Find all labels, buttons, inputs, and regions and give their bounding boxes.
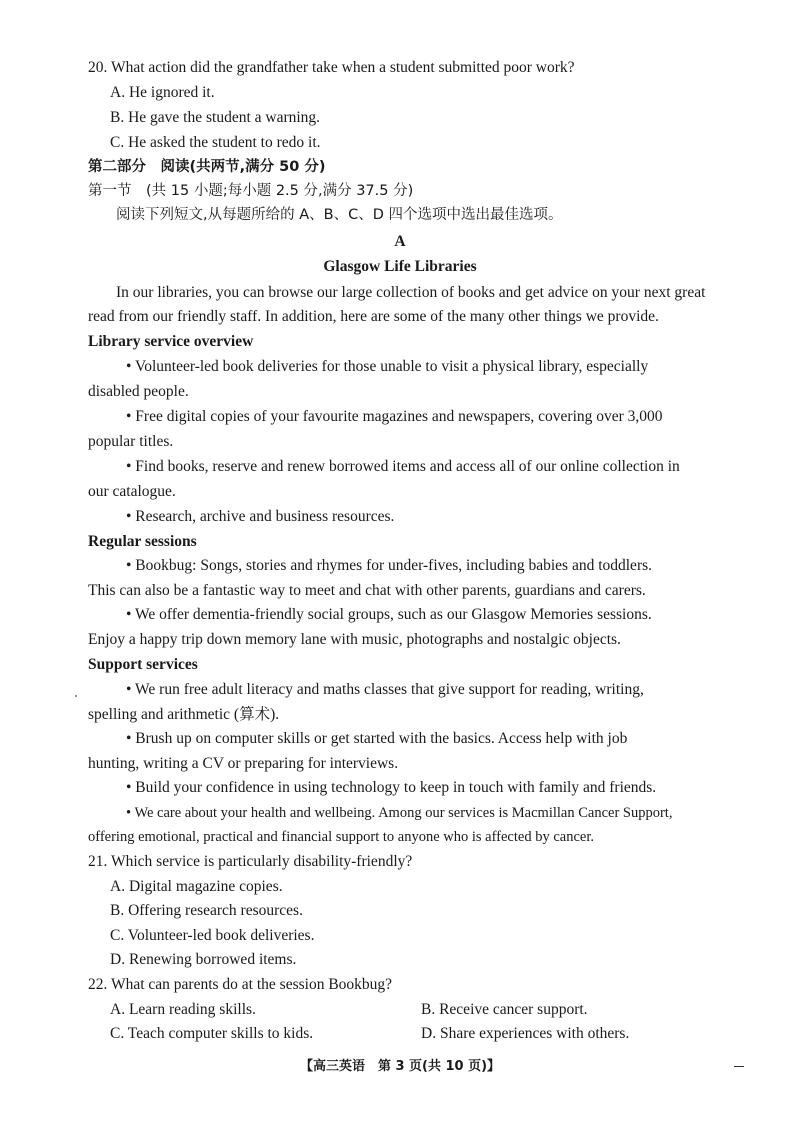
support-item-1-cont: spelling and arithmetic (算术). bbox=[88, 706, 280, 723]
part2-title: 第二部分 阅读(共两节,满分 50 分) bbox=[88, 159, 326, 175]
q21-option-a: A. Digital magazine copies. bbox=[110, 878, 283, 895]
overview-item-1-cont: disabled people. bbox=[88, 383, 189, 400]
support-item-2: • Brush up on computer skills or get started with the basics. Access help with job bbox=[126, 730, 628, 747]
heading-library-service-overview: Library service overview bbox=[88, 333, 254, 350]
q20-stem: 20. What action did the grandfather take when a student submitted poor work? bbox=[88, 59, 575, 76]
regular-item-2-cont: Enjoy a happy trip down memory lane with music, photographs and nostalgic objects. bbox=[88, 631, 621, 648]
page-footer: 【高三英语 第 3 页(共 10 页)】 bbox=[299, 1059, 501, 1074]
overview-item-4: • Research, archive and business resources. bbox=[126, 508, 395, 525]
regular-item-1-cont: This can also be a fantastic way to meet and chat with other parents, guardians and carers. bbox=[88, 582, 646, 599]
heading-support-services: Support services bbox=[88, 656, 198, 673]
overview-item-2-cont: popular titles. bbox=[88, 433, 174, 450]
support-item-2-cont: hunting, writing a CV or preparing for interviews. bbox=[88, 755, 399, 772]
q21-option-d: D. Renewing borrowed items. bbox=[110, 951, 297, 968]
passage-title: Glasgow Life Libraries bbox=[323, 258, 477, 275]
q21-option-b: B. Offering research resources. bbox=[110, 902, 303, 919]
overview-item-2: • Free digital copies of your favourite magazines and newspapers, covering over 3,000 bbox=[126, 408, 663, 425]
q22-option-a: A. Learn reading skills. bbox=[110, 1001, 256, 1018]
heading-regular-sessions: Regular sessions bbox=[88, 533, 197, 550]
q20-option-c: C. He asked the student to redo it. bbox=[110, 134, 321, 151]
regular-item-2: • We offer dementia-friendly social groups, such as our Glasgow Memories sessions. bbox=[126, 606, 652, 623]
support-item-4-cont: offering emotional, practical and financial support to anyone who is affected by cancer. bbox=[88, 829, 594, 845]
scan-mark bbox=[734, 1066, 744, 1067]
support-item-4: • We care about your health and wellbeing. Among our services is Macmillan Cancer Support, bbox=[126, 805, 673, 821]
q22-option-b: B. Receive cancer support. bbox=[421, 1001, 588, 1018]
intro-line-1: In our libraries, you can browse our large collection of books and get advice on your next great bbox=[116, 284, 706, 301]
q22-stem: 22. What can parents do at the session Bookbug? bbox=[88, 976, 393, 993]
q22-option-c: C. Teach computer skills to kids. bbox=[110, 1025, 314, 1042]
regular-item-1: • Bookbug: Songs, stories and rhymes for under-fives, including babies and toddlers. bbox=[126, 557, 653, 574]
overview-item-3: • Find books, reserve and renew borrowed items and access all of our online collection in bbox=[126, 458, 680, 475]
q22-option-d: D. Share experiences with others. bbox=[421, 1025, 630, 1042]
reading-instruction: 阅读下列短文,从每题所给的 A、B、C、D 四个选项中选出最佳选项。 bbox=[116, 207, 563, 223]
q21-option-c: C. Volunteer-led book deliveries. bbox=[110, 927, 315, 944]
q20-option-a: A. He ignored it. bbox=[110, 84, 215, 101]
support-item-3: • Build your confidence in using technology to keep in touch with family and friends. bbox=[126, 779, 657, 796]
q20-option-b: B. He gave the student a warning. bbox=[110, 109, 321, 126]
intro-line-2: read from our friendly staff. In addition, here are some of the many other things we provide. bbox=[88, 308, 659, 325]
support-item-1: • We run free adult literacy and maths classes that give support for reading, writing, bbox=[126, 681, 644, 698]
q21-stem: 21. Which service is particularly disability-friendly? bbox=[88, 853, 413, 870]
overview-item-3-cont: our catalogue. bbox=[88, 483, 176, 500]
passage-letter: A bbox=[394, 233, 406, 250]
overview-item-1: • Volunteer-led book deliveries for those unable to visit a physical library, especially bbox=[126, 358, 649, 375]
section1-title: 第一节 (共 15 小题;每小题 2.5 分,满分 37.5 分) bbox=[88, 183, 414, 199]
scan-speck bbox=[75, 695, 77, 697]
